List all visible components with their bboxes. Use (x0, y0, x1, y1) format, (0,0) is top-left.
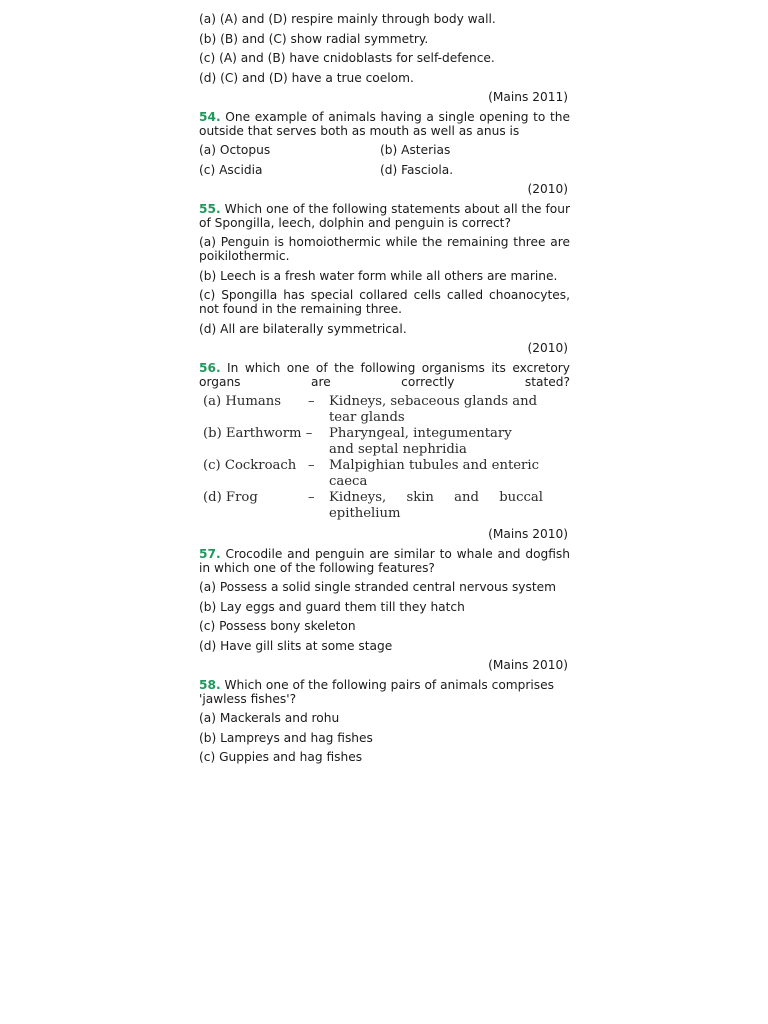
exam-source: (2010) (527, 182, 568, 196)
exam-source: (2010) (527, 341, 568, 355)
option-d: (d) Fasciola. (380, 162, 454, 177)
question-58 (199, 678, 570, 765)
option-b: (b) Asterias (380, 143, 451, 157)
question-text (199, 547, 570, 575)
option-a: (a) Possess a solid single stranded central nervous system (199, 580, 557, 594)
question-stem: One example of animals having a single opening to the outside that serves both as mouth as well as anus is (199, 109, 571, 138)
question-57 (199, 547, 570, 673)
option-c: (c) Spongilla has special collared cells called choanocytes, not found in the remaining three. (199, 288, 570, 316)
option-b: (b) Lay eggs and guard them till they hatch (199, 599, 465, 614)
dash: – (308, 458, 315, 473)
table-row (203, 394, 543, 426)
organs: Kidneys, skin and buccal epithelium (329, 490, 543, 521)
organism: (a) Humans (203, 394, 281, 409)
table-row (203, 458, 543, 490)
exam-source: (Mains 2011) (488, 90, 568, 104)
organs: Kidneys, sebaceous glands and tear glands (329, 394, 538, 425)
option-a: (a) Penguin is homoiothermic while the remaining three are poikilothermic. (199, 235, 570, 263)
option-row (199, 163, 570, 177)
question-number: 56. (199, 360, 221, 375)
organism: (b) Earthworm – (203, 426, 313, 441)
option-d: (d) Have gill slits at some stage (199, 638, 393, 653)
table-row (203, 490, 543, 522)
option-a: (a) Octopus (199, 143, 271, 157)
option-a: (a) (A) and (D) respire mainly through body wall. (199, 12, 496, 26)
question-number: 55. (199, 201, 221, 216)
option-b: (b) Lampreys and hag fishes (199, 730, 373, 745)
question-53-options (199, 12, 570, 104)
table-row (203, 426, 543, 458)
question-text (199, 678, 570, 706)
question-55 (199, 202, 570, 356)
organism: (c) Cockroach (203, 458, 297, 473)
question-54 (199, 110, 570, 197)
question-text (199, 110, 570, 138)
organism: (d) Frog (203, 490, 258, 505)
question-stem: Which one of the following statements about all the four of Spongilla, leech, dolphin and penguin is correct? (199, 201, 571, 230)
option-a: (a) Mackerals and rohu (199, 711, 340, 725)
question-text (199, 202, 570, 230)
organs: Pharyngeal, integumentary and septal nephridia (329, 426, 512, 457)
question-stem: Crocodile and penguin are similar to whale and dogfish in which one of the following features? (199, 546, 571, 575)
dash: – (308, 490, 315, 505)
option-c: (c) Guppies and hag fishes (199, 750, 363, 764)
option-c: (c) Ascidia (199, 162, 263, 177)
option-b: (b) (B) and (C) show radial symmetry. (199, 31, 429, 46)
option-row (199, 143, 570, 157)
question-stem: Which one of the following pairs of animals comprises 'jawless fishes'? (199, 677, 554, 706)
dash: – (308, 394, 315, 409)
question-number: 54. (199, 109, 221, 124)
option-d: (d) All are bilaterally symmetrical. (199, 321, 407, 336)
organs: Malpighian tubules and enteric caeca (329, 458, 539, 489)
question-number: 58. (199, 677, 221, 692)
excretory-organs-table (203, 394, 543, 522)
option-c: (c) (A) and (B) have cnidoblasts for self-defence. (199, 51, 495, 65)
question-number: 57. (199, 546, 221, 561)
question-stem: In which one of the following organisms its excretory organs are correctly stated? (199, 360, 570, 389)
option-c: (c) Possess bony skeleton (199, 619, 356, 633)
option-b: (b) Leech is a fresh water form while all others are marine. (199, 268, 558, 283)
question-text (199, 361, 570, 389)
exam-source: (Mains 2010) (488, 527, 568, 541)
option-d: (d) (C) and (D) have a true coelom. (199, 70, 414, 85)
exam-source: (Mains 2010) (488, 658, 568, 672)
question-page (199, 12, 570, 770)
question-56 (199, 361, 570, 542)
